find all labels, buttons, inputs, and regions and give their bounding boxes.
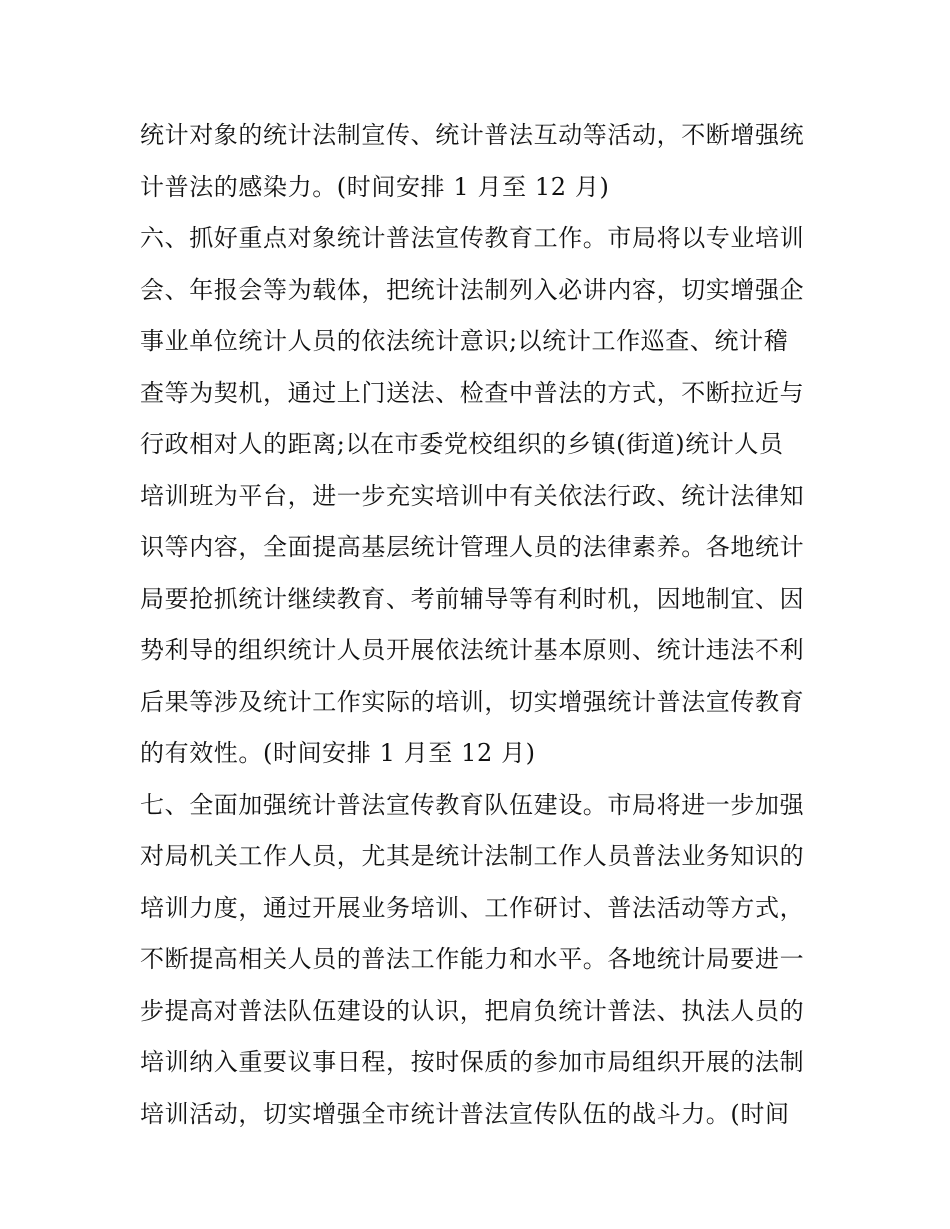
text-line: 统计对象的统计法制宣传、统计普法互动等活动，不断增强统 <box>140 121 805 149</box>
text-line: 步提高对普法队伍建设的认识，把肩负统计普法、执法人员的 <box>140 996 805 1025</box>
text-line: 计普法的感染力。(时间安排 1 月至 12 月) <box>140 172 610 201</box>
section-six-heading-line: 六、抓好重点对象统计普法宣传教育工作。市局将以专业培训 <box>140 224 805 252</box>
text-line: 培训纳入重要议事日程，按时保质的参加市局组织开展的法制 <box>140 1048 805 1076</box>
text-line: 培训力度，通过开展业务培训、工作研讨、普法活动等方式， <box>140 893 805 922</box>
text-line: 会、年报会等为载体，把统计法制列入必讲内容，切实增强企 <box>140 275 805 304</box>
text-line: 势利导的组织统计人员开展依法统计基本原则、统计违法不利 <box>140 636 805 664</box>
body-text <box>140 110 830 1140</box>
text-line: 培训活动，切实增强全市统计普法宣传队伍的战斗力。(时间 <box>140 1099 790 1128</box>
section-seven-heading-line: 七、全面加强统计普法宣传教育队伍建设。市局将进一步加强 <box>140 790 805 819</box>
text-line: 培训班为平台，进一步充实培训中有关依法行政、统计法律知 <box>140 481 805 510</box>
text-line: 不断提高相关人员的普法工作能力和水平。各地统计局要进一 <box>140 945 805 973</box>
text-line: 的有效性。(时间安排 1 月至 12 月) <box>140 739 536 767</box>
text-line: 后果等涉及统计工作实际的培训，切实增强统计普法宣传教育 <box>140 687 805 716</box>
text-line: 行政相对人的距离;以在市委党校组织的乡镇(街道)统计人员 <box>140 430 784 458</box>
text-line: 识等内容，全面提高基层统计管理人员的法律素养。各地统计 <box>140 533 805 561</box>
text-line: 查等为契机，通过上门送法、检查中普法的方式，不断拉近与 <box>140 378 805 407</box>
text-line: 事业单位统计人员的依法统计意识;以统计工作巡查、统计稽 <box>140 327 789 355</box>
text-line: 对局机关工作人员，尤其是统计法制工作人员普法业务知识的 <box>140 842 805 870</box>
text-line: 局要抢抓统计继续教育、考前辅导等有利时机，因地制宜、因 <box>140 584 805 613</box>
